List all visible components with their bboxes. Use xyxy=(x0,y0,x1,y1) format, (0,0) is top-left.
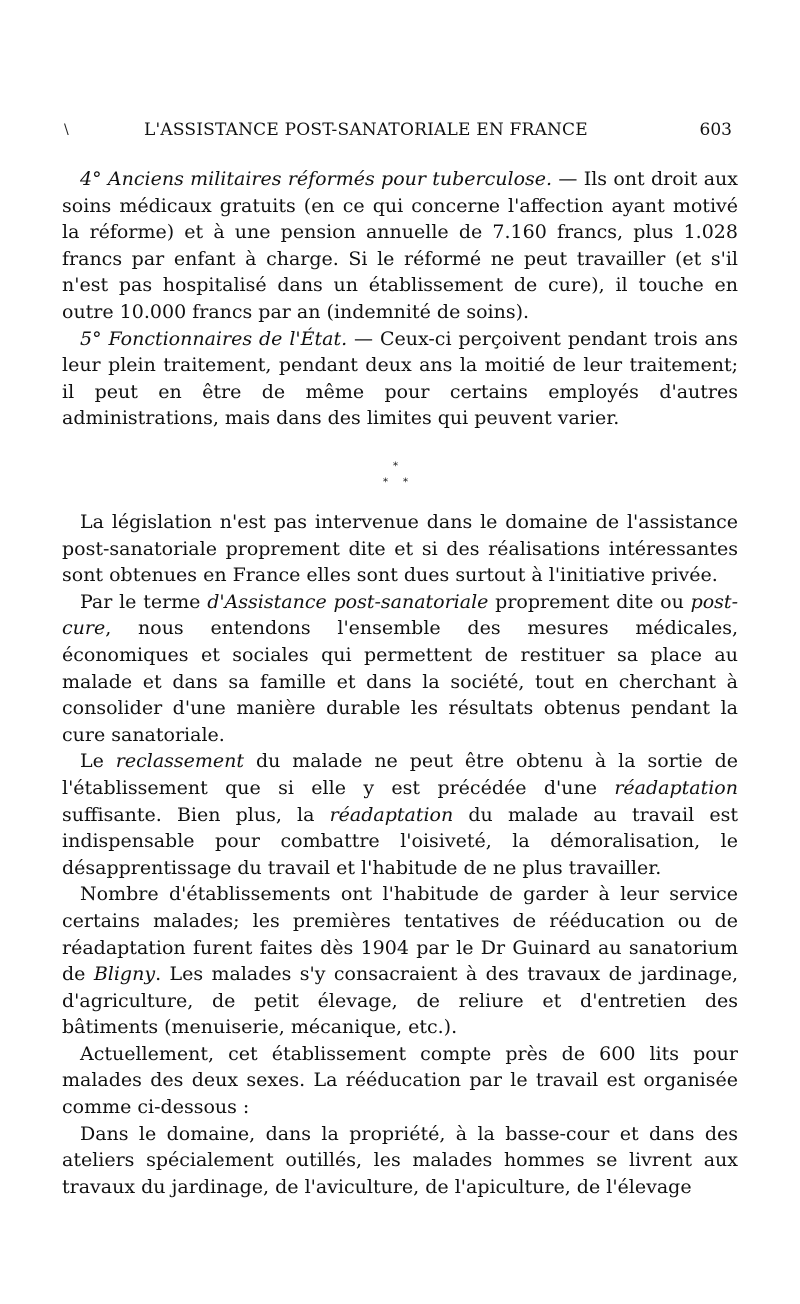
paragraph: Actuellement, cet établissement compte près de 600 lits pour malades des deux sexes. La rééducation par le travail est organisée comme ci-dessous : xyxy=(62,1042,738,1119)
header-mark: \ xyxy=(64,122,69,138)
paragraph: 5° Fonctionnaires de l'État. — Ceux-ci perçoivent pendant trois ans leur plein traitement, pendant deux ans la moitié de leur traitement; il peut en être de même pour certains employés d'autres administrations, mais dans des limites qui peuvent varier. xyxy=(62,327,738,430)
star-icon: * xyxy=(393,461,398,472)
item-heading: 5° Fonctionnaires de l'État. xyxy=(80,327,348,350)
running-title: L'ASSISTANCE POST-SANATORIALE EN FRANCE xyxy=(144,120,588,140)
asterism-separator xyxy=(62,456,738,496)
item-heading: 4° Anciens militaires réformés pour tuberculose. xyxy=(80,168,553,190)
section-post-cure xyxy=(62,509,738,1200)
page-number: 603 xyxy=(699,120,732,140)
paragraph: La législation n'est pas intervenue dans le domaine de l'assistance post-sanatoriale proprement dite et si des réalisations intéressantes sont obtenues en France elles sont dues surtout à l'initiative privée. xyxy=(62,511,738,587)
paragraph: Par le terme d'Assistance post-sanatoriale proprement dite ou post-cure, nous entendons l'ensemble des mesures médicales, économiques et sociales qui permettent de restituer sa place au malade et dans sa famille et dans la société, tout en cherchant à consolider d'une manière durable les résultats obtenus pendant la cure sanatoriale. xyxy=(62,590,738,746)
star-icon: * xyxy=(403,477,408,488)
paragraph: Dans le domaine, dans la propriété, à la basse-cour et dans des ateliers spécialement outillés, les malades hommes se livrent aux travaux du jardinage, de l'aviculture, de l'apiculture, de l'élevage xyxy=(62,1122,738,1198)
star-icon: * xyxy=(383,477,388,488)
paragraph: Nombre d'établissements ont l'habitude de garder à leur service certains malades; les premières tentatives de rééducation ou de réadaptation furent faites dès 1904 par le Dr Guinard au sanatorium de Bligny. Les malades s'y consacraient à des travaux de jardinage, d'agriculture, de petit élevage, de reliure et d'entretien des bâtiments (menuiserie, mécanique, etc.). xyxy=(62,883,739,1039)
section-benefits xyxy=(62,166,738,432)
paragraph: 4° Anciens militaires réformés pour tuberculose. — Ils ont droit aux soins médicaux gratuits (en ce qui concerne l'affection ayant motivé la réforme) et à une pension annuelle de 7.160 francs, plus 1.028 francs par enfant à charge. Si le réformé ne peut travailler (et s'il n'est pas hospitalisé dans un établissement de cure), il touche en outre 10.000 francs par an (indemnité de soins). xyxy=(62,168,738,323)
running-header xyxy=(62,118,738,146)
paragraph: Le reclassement du malade ne peut être obtenu à la sortie de l'établissement que si elle y est précédée d'une réadaptation suffisante. Bien plus, la réadaptation du malade au travail est indispensable pour combattre l'oisiveté, la démoralisation, le désapprentissage du travail et l'habitude de ne plus travailler. xyxy=(62,750,738,879)
